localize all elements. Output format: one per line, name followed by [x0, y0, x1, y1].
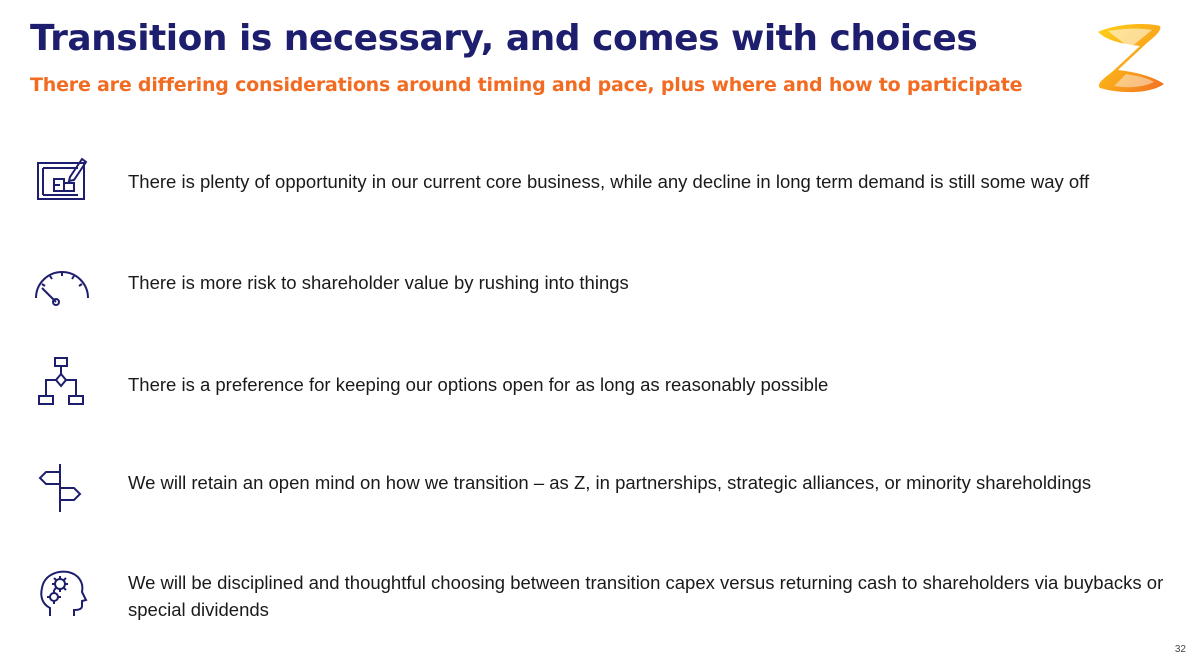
slide-title: Transition is necessary, and comes with choices	[30, 18, 978, 59]
item-text: We will be disciplined and thoughtful choosing between transition capex versus returning cash to shareholders via buybacks or special dividends	[128, 572, 1164, 620]
z-logo-icon	[1090, 18, 1170, 96]
thinking-head-gears-icon	[30, 566, 90, 618]
page-number: 32	[1174, 644, 1186, 655]
speedometer-icon	[30, 258, 90, 310]
flowchart-icon	[30, 356, 90, 408]
item-text: We will retain an open mind on how we transition – as Z, in partnerships, strategic alliances, or minority shareholdings	[128, 472, 1092, 493]
slide-subtitle: There are differing considerations around timing and pace, plus where and how to participate	[30, 74, 1023, 96]
item-text: There is a preference for keeping our options open for as long as reasonably possible	[128, 374, 829, 395]
item-text: There is more risk to shareholder value by rushing into things	[128, 272, 629, 293]
blueprint-icon	[30, 155, 90, 207]
signpost-icon	[30, 460, 90, 512]
item-text: There is plenty of opportunity in our current core business, while any decline in long term demand is still some way off	[128, 171, 1090, 192]
